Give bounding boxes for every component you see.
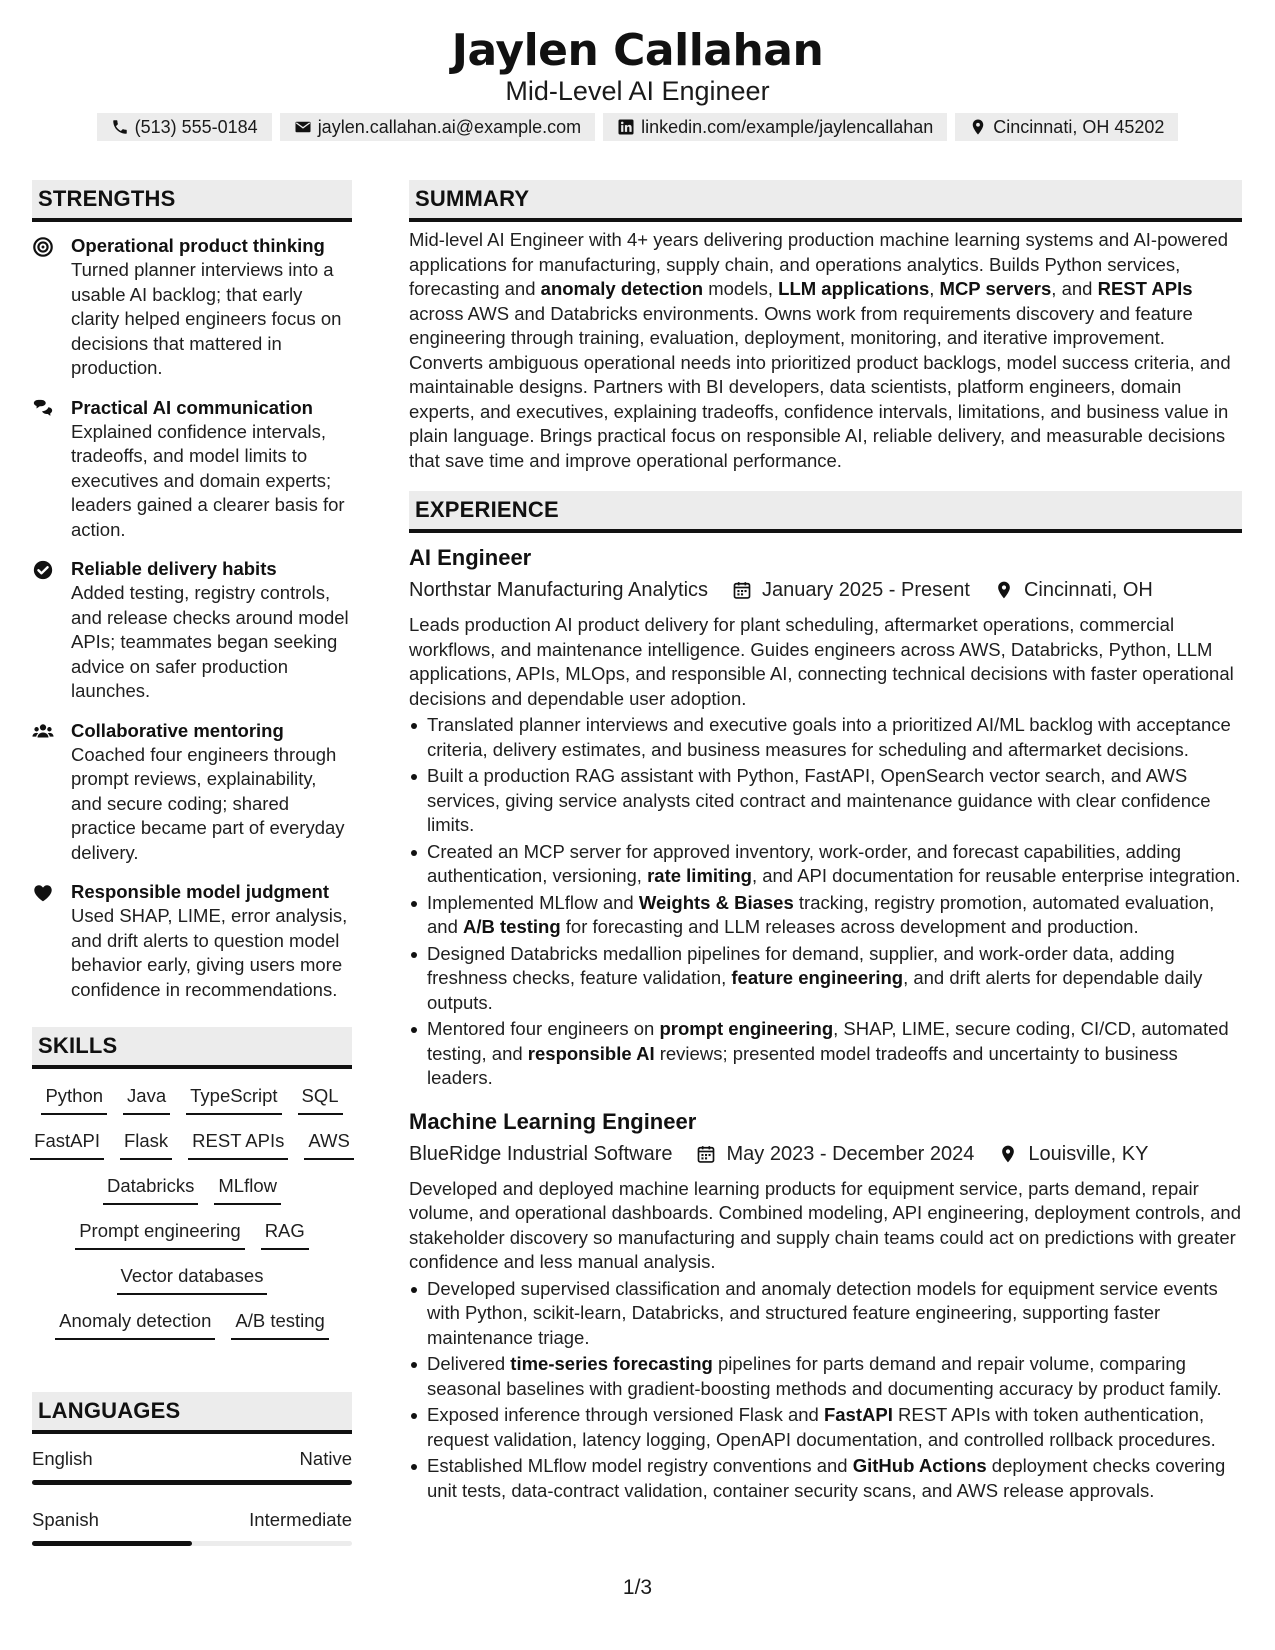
skills-list: [32, 1083, 352, 1353]
job-bullet: [409, 713, 1242, 762]
skill-row: [32, 1308, 352, 1353]
text-run: models,: [703, 278, 779, 299]
location-pin-icon: [994, 580, 1014, 600]
skill-row: [32, 1263, 352, 1308]
chat-bubbles-icon: [32, 398, 54, 420]
phone-icon: [111, 118, 129, 136]
text-run: across AWS and Databricks environments. Owns work from requirements discovery and feature engineering through training, evaluation, deployment, monitoring, and iterative improvement. Converts ambiguous operational needs into prioritized product backlogs, model success criteria, and maintainable designs. Partners with BI developers, data scientists, platform engineers, domain experts, and executives, explaining tradeoffs, confidence intervals, limitations, and business value in plain language. Brings practical focus on responsible AI, reliable delivery, and measurable decisions that save time and improve operational performance.: [409, 302, 1231, 471]
skill-row: [32, 1173, 352, 1218]
language-item: [32, 1444, 352, 1485]
strength-item: [32, 234, 352, 381]
job-meta: [409, 1139, 1242, 1169]
skill-tag: TypeScript: [186, 1083, 281, 1115]
text-run: ,: [929, 278, 940, 299]
job-bullets: [409, 713, 1242, 1091]
job-company: Northstar Manufacturing Analytics: [409, 579, 709, 601]
job-bullet: [409, 1017, 1242, 1091]
page-number: 1/3: [622, 1576, 653, 1599]
envelope-icon: [294, 118, 312, 136]
text-run: Implemented MLflow and: [427, 891, 639, 913]
left-column: [32, 180, 352, 1566]
bold-keyword: FastAPI: [823, 1404, 893, 1425]
contact-location-text: Cincinnati, OH 45202: [993, 116, 1165, 137]
strength-desc: Turned planner interviews into a usable AI backlog; that early clarity helped engineers focus on decisions that mattered in production.: [71, 259, 342, 378]
strength-desc: Added testing, registry controls, and release checks around model APIs; teammates began seeking advice on safer production launches.: [71, 582, 349, 701]
strength-title: Operational product thinking: [71, 235, 325, 256]
language-proficiency-bar: [32, 1541, 352, 1546]
job-description: Developed and deployed machine learning products for equipment service, parts demand, repair volume, and operational dashboards. Combined modeling, API engineering, deployment controls, and stakeholder discovery so manufacturing and supply chain teams could act on predictions with greater confidence and less manual analysis.: [409, 1177, 1242, 1272]
languages-list: [32, 1444, 352, 1546]
candidate-name: Jaylen Callahan: [451, 25, 824, 76]
text-run: Built a production RAG assistant with Python, FastAPI, OpenSearch vector search, and AWS services, giving service analysts cited contract and maintenance guidance with clear confidence limits.: [427, 765, 1211, 835]
location-pin-icon: [969, 118, 987, 136]
text-run: tracking, registry promotion, automated evaluation, and: [427, 891, 1215, 937]
job-description: Leads production AI product delivery for plant scheduling, aftermarket operations, commercial workflows, and maintenance intelligence. Guides engineers across AWS, Databricks, Python, LLM applications, APIs, MLOps, and responsible AI, connecting technical decisions with faster operational decisions and dependable user adoption.: [409, 614, 1234, 709]
contact-email-text: jaylen.callahan.ai@example.com: [317, 116, 582, 137]
job-title: Machine Learning Engineer: [409, 1108, 697, 1134]
job-dates: May 2023 - December 2024: [726, 1142, 975, 1165]
text-run: Translated planner interviews and executive goals into a prioritized AI/ML backlog with acceptance criteria, delivery estimates, and business measures for scheduling and aftermarket decisions.: [427, 714, 1231, 760]
language-proficiency-bar: [32, 1480, 352, 1485]
bold-keyword: time-series forecasting: [510, 1353, 713, 1374]
skill-tag: FastAPI: [30, 1128, 104, 1160]
job-entry: [409, 543, 1242, 1091]
strength-title: Reliable delivery habits: [71, 558, 277, 579]
strength-item: [32, 880, 352, 1002]
text-run: Mentored four engineers on: [427, 1018, 660, 1039]
text-run: , and: [1051, 278, 1098, 299]
strength-desc: Used SHAP, LIME, error analysis, and drift alerts to question model behavior early, giving users more confidence in recommendations.: [71, 905, 348, 1000]
text-run: Mid-level AI Engineer with 4+ years delivering production machine learning systems and AI-powered applications for manufacturing, supply chain, and operations analytics. Builds Python services, forecasting and: [409, 229, 1229, 299]
job-bullet: [409, 1352, 1242, 1401]
skill-tag: MLflow: [214, 1173, 281, 1205]
bold-keyword: feature engineering: [731, 967, 904, 988]
skill-tag: Vector databases: [117, 1263, 268, 1295]
text-run: REST APIs with token authentication, request validation, latency logging, OpenAPI documentation, and controlled rollback procedures.: [427, 1404, 1216, 1450]
calendar-icon: [732, 580, 752, 600]
text-run: deployment checks covering unit tests, data-contract validation, container security scans, and AWS release approvals.: [427, 1455, 1226, 1501]
text-run: , SHAP, LIME, secure coding, CI/CD, automated testing, and: [427, 1018, 1229, 1064]
strength-title: Collaborative mentoring: [71, 719, 284, 741]
text-run: Established MLflow model registry conventions and: [427, 1455, 853, 1476]
skill-tag: A/B testing: [231, 1308, 328, 1340]
skill-row: [32, 1128, 352, 1173]
text-run: Exposed inference through versioned Flask and: [427, 1404, 824, 1425]
job-bullet: [409, 942, 1242, 1016]
job-meta: [409, 575, 1242, 605]
strengths-heading: STRENGTHS: [32, 180, 352, 222]
strength-title: Practical AI communication: [71, 396, 313, 418]
right-column: [409, 180, 1242, 1505]
calendar-icon: [696, 1144, 716, 1164]
strength-item: [32, 396, 352, 543]
language-level: Native: [299, 1448, 352, 1469]
text-run: reviews; presented model tradeoffs and uncertainty to business leaders.: [427, 1042, 1178, 1088]
text-run: pipelines for parts demand and repair volume, comparing seasonal baselines with gradient-boosting methods and documenting accuracy by product family.: [427, 1353, 1222, 1399]
skill-tag: RAG: [261, 1218, 309, 1250]
skill-row: [32, 1218, 352, 1263]
languages-heading: LANGUAGES: [32, 1392, 352, 1434]
skill-tag: SQL: [298, 1083, 343, 1115]
contact-email[interactable]: [280, 113, 595, 141]
users-icon: [32, 721, 54, 743]
contact-linkedin[interactable]: [603, 113, 947, 141]
language-proficiency-fill: [32, 1541, 192, 1546]
summary-text: [409, 228, 1242, 473]
bold-keyword: anomaly detection: [540, 278, 704, 299]
job-location: Cincinnati, OH: [1023, 579, 1153, 601]
job-bullet: [409, 840, 1242, 889]
check-circle-icon: [32, 559, 54, 581]
skill-tag: Python: [41, 1083, 107, 1115]
language-name: English: [32, 1448, 93, 1469]
skill-tag: Java: [123, 1083, 170, 1115]
contact-phone-text: (513) 555-0184: [134, 116, 258, 137]
bold-keyword: prompt engineering: [659, 1018, 834, 1039]
language-level: Intermediate: [249, 1509, 352, 1530]
job-dates: January 2025 - Present: [762, 579, 970, 601]
skill-tag: Prompt engineering: [75, 1218, 244, 1250]
text-run: , and drift alerts for dependable daily outputs.: [427, 967, 1203, 1013]
strength-desc: Coached four engineers through prompt reviews, explainability, and secure coding; shared practice became part of everyday delivery.: [71, 743, 345, 863]
text-run: Created an MCP server for approved inventory, work-order, and forecast capabilities, adding authentication, versioning,: [427, 840, 1182, 886]
job-entry: [409, 1107, 1242, 1504]
bold-keyword: GitHub Actions: [852, 1455, 987, 1476]
skill-row: [32, 1083, 352, 1128]
bold-keyword: responsible AI: [527, 1042, 655, 1064]
strength-item: [32, 719, 352, 866]
job-bullet: [409, 1454, 1242, 1503]
skills-heading: SKILLS: [32, 1027, 352, 1069]
bold-keyword: rate limiting: [647, 865, 752, 886]
skill-tag: REST APIs: [188, 1128, 288, 1160]
job-bullets: [409, 1277, 1242, 1504]
job-location: Louisville, KY: [1028, 1142, 1149, 1165]
summary-heading: SUMMARY: [409, 180, 1242, 222]
strength-item: [32, 557, 352, 704]
bold-keyword: Weights & Biases: [638, 891, 794, 913]
job-bullet: [409, 764, 1242, 838]
job-bullet: [409, 1277, 1242, 1351]
job-company: BlueRidge Industrial Software: [409, 1142, 673, 1165]
skill-tag: Flask: [120, 1128, 172, 1160]
strengths-list: [32, 234, 352, 1002]
contact-linkedin-text: linkedin.com/example/jaylencallahan: [641, 116, 934, 137]
language-proficiency-fill: [32, 1480, 352, 1485]
job-title: AI Engineer: [409, 545, 532, 570]
linkedin-icon: [617, 118, 635, 136]
language-name: Spanish: [32, 1509, 99, 1530]
strength-title: Responsible model judgment: [71, 881, 329, 902]
job-bullet: [409, 1403, 1242, 1452]
text-run: Designed Databricks medallion pipelines for demand, supplier, and work-order data, adding freshness checks, feature validation,: [427, 942, 1175, 988]
bold-keyword: LLM applications: [778, 278, 930, 299]
text-run: for forecasting and LLM releases across development and production.: [560, 916, 1139, 937]
experience-heading: EXPERIENCE: [409, 491, 1242, 533]
candidate-role: Mid-Level AI Engineer: [505, 76, 770, 106]
location-pin-icon: [998, 1144, 1018, 1164]
skill-tag: AWS: [304, 1128, 353, 1160]
text-run: , and API documentation for reusable enterprise integration.: [751, 865, 1241, 886]
bold-keyword: REST APIs: [1097, 278, 1193, 299]
target-icon: [32, 236, 54, 258]
job-bullet: [409, 891, 1242, 940]
contact-location: [955, 113, 1178, 141]
strength-desc: Explained confidence intervals, tradeoffs, and model limits to executives and domain experts; leaders gained a clearer basis for action.: [71, 420, 345, 540]
skill-tag: Databricks: [103, 1173, 198, 1205]
bold-keyword: MCP servers: [939, 278, 1052, 299]
heart-icon: [32, 882, 54, 904]
text-run: Developed supervised classification and anomaly detection models for equipment service events with Python, scikit-learn, Databricks, and structured feature engineering, supporting faster maintenance triage.: [427, 1277, 1218, 1348]
contact-bar: [0, 113, 1275, 141]
skill-tag: Anomaly detection: [55, 1308, 215, 1340]
language-item: [32, 1505, 352, 1546]
text-run: Delivered: [427, 1353, 511, 1374]
bold-keyword: A/B testing: [463, 916, 561, 937]
contact-phone[interactable]: [97, 113, 272, 141]
